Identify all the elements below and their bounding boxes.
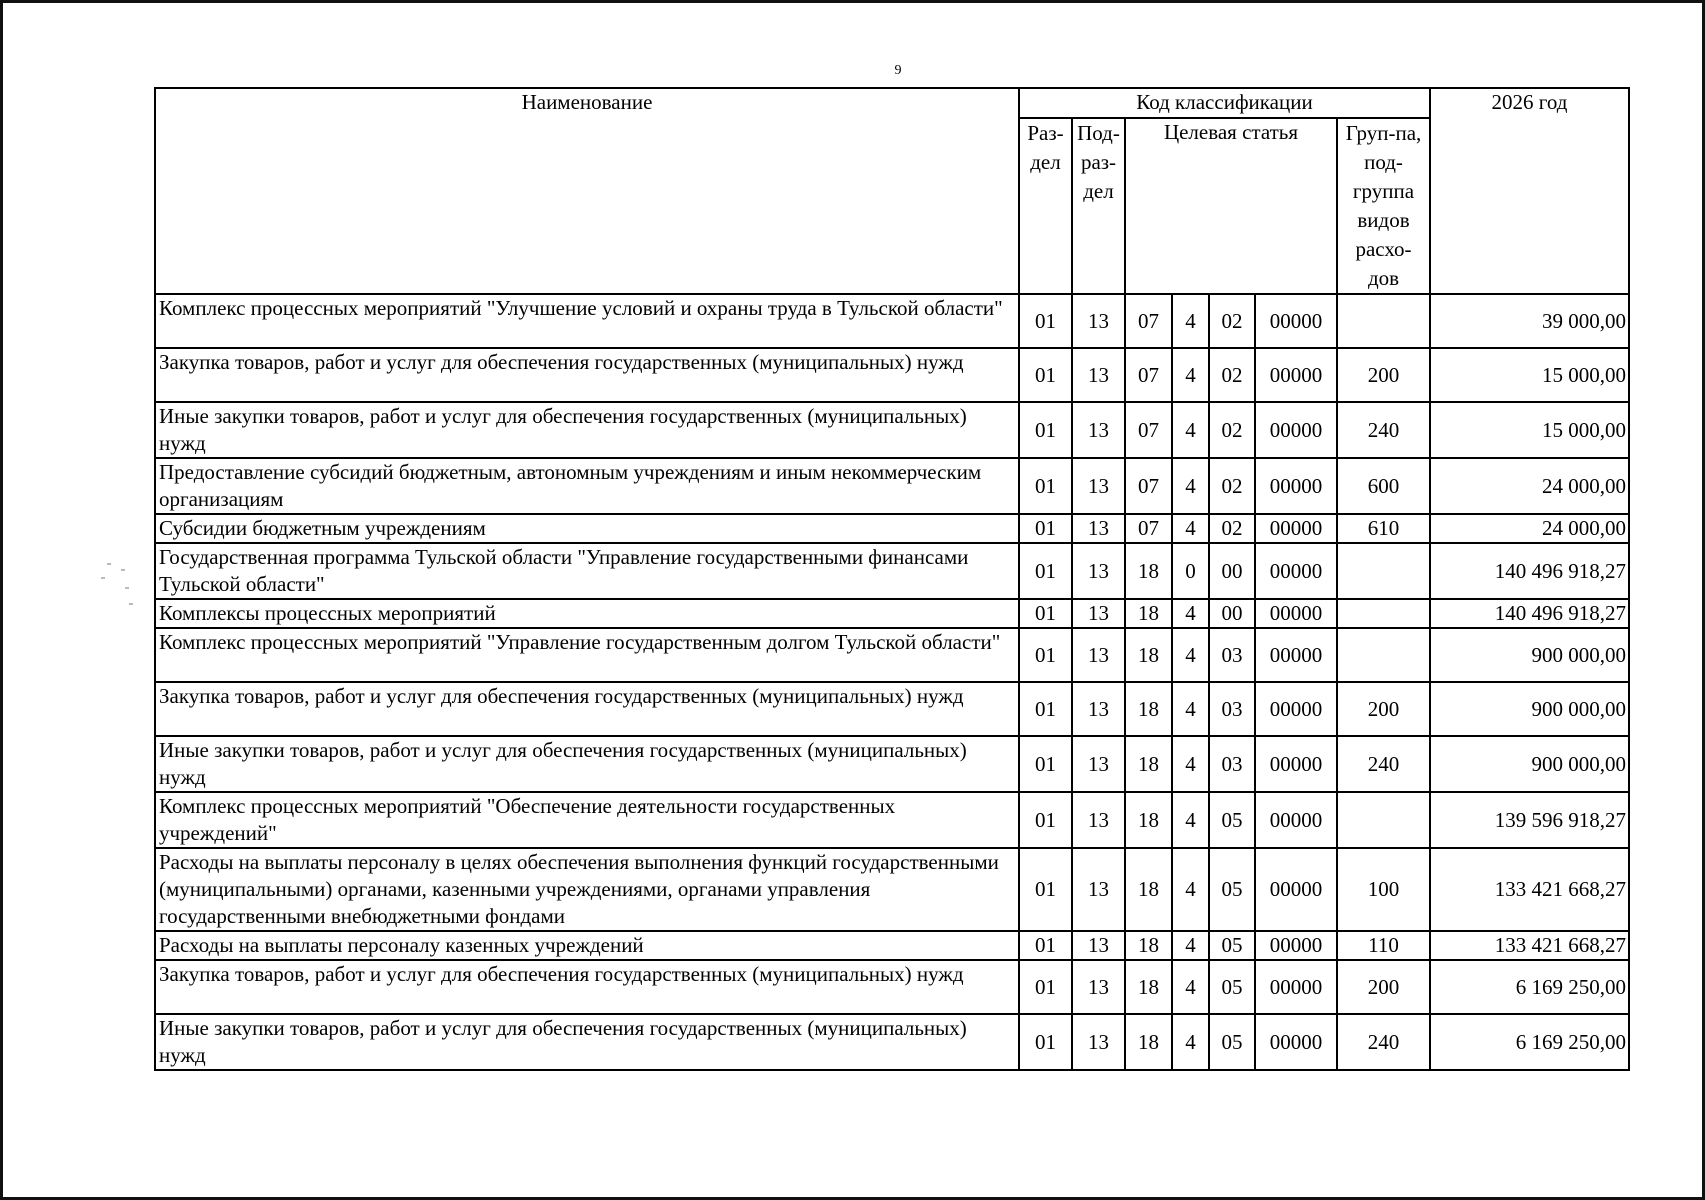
row-target-complex: 00: [1209, 599, 1255, 628]
table-body: [155, 294, 1629, 1070]
row-target-program: 18: [1125, 543, 1172, 599]
row-target-direction: 00000: [1255, 402, 1337, 458]
row-section: 01: [1019, 960, 1072, 1014]
row-expense-group: 240: [1337, 1014, 1430, 1070]
row-section: 01: [1019, 1014, 1072, 1070]
row-target-program: 18: [1125, 682, 1172, 736]
table-header: [155, 88, 1629, 294]
row-expense-group: 200: [1337, 348, 1430, 402]
row-name: Иные закупки товаров, работ и услуг для обеспечения государственных (муниципальных) нужд: [155, 402, 1019, 458]
header-target-article: Целевая статья: [1125, 118, 1337, 294]
row-target-program: 18: [1125, 960, 1172, 1014]
table-row: [155, 1014, 1629, 1070]
row-subsection: 13: [1072, 543, 1125, 599]
row-expense-group: 600: [1337, 458, 1430, 514]
row-target-complex: 03: [1209, 682, 1255, 736]
row-target-direction: 00000: [1255, 848, 1337, 931]
row-name: Комплексы процессных мероприятий: [155, 599, 1019, 628]
table-row: [155, 543, 1629, 599]
row-subsection: 13: [1072, 736, 1125, 792]
row-target-direction: 00000: [1255, 514, 1337, 543]
row-section: 01: [1019, 543, 1072, 599]
row-target-program: 18: [1125, 628, 1172, 682]
row-amount: 139 596 918,27: [1430, 792, 1629, 848]
row-target-type: 4: [1172, 1014, 1209, 1070]
row-target-program: 18: [1125, 599, 1172, 628]
page-number: 9: [894, 63, 902, 78]
row-name: Комплекс процессных мероприятий "Обеспечение деятельности государственных учреждений": [155, 792, 1019, 848]
row-section: 01: [1019, 931, 1072, 960]
table-row: [155, 348, 1629, 402]
row-target-type: 4: [1172, 458, 1209, 514]
row-expense-group: 240: [1337, 402, 1430, 458]
row-target-program: 18: [1125, 1014, 1172, 1070]
table-row: [155, 402, 1629, 458]
table-row: [155, 599, 1629, 628]
row-amount: 900 000,00: [1430, 628, 1629, 682]
scan-specks: [99, 559, 139, 609]
row-target-direction: 00000: [1255, 458, 1337, 514]
table-row: [155, 294, 1629, 348]
table-row: [155, 682, 1629, 736]
row-target-type: 4: [1172, 599, 1209, 628]
row-amount: 133 421 668,27: [1430, 931, 1629, 960]
row-amount: 24 000,00: [1430, 514, 1629, 543]
row-name: Комплекс процессных мероприятий "Управление государственным долгом Тульской области": [155, 628, 1019, 682]
table-row: [155, 848, 1629, 931]
row-amount: 133 421 668,27: [1430, 848, 1629, 931]
row-subsection: 13: [1072, 402, 1125, 458]
row-section: 01: [1019, 736, 1072, 792]
row-target-complex: 00: [1209, 543, 1255, 599]
row-subsection: 13: [1072, 960, 1125, 1014]
table-row: [155, 628, 1629, 682]
row-expense-group: 610: [1337, 514, 1430, 543]
row-name: Расходы на выплаты персоналу казенных учреждений: [155, 931, 1019, 960]
row-section: 01: [1019, 458, 1072, 514]
row-target-program: 07: [1125, 348, 1172, 402]
row-target-complex: 02: [1209, 348, 1255, 402]
row-expense-group: 200: [1337, 682, 1430, 736]
row-section: 01: [1019, 792, 1072, 848]
header-expense-group: Груп-па, под-группа видов расхо-дов: [1337, 118, 1430, 294]
row-amount: 39 000,00: [1430, 294, 1629, 348]
table-row: [155, 931, 1629, 960]
row-expense-group: 110: [1337, 931, 1430, 960]
row-target-complex: 05: [1209, 792, 1255, 848]
row-target-type: 4: [1172, 348, 1209, 402]
row-target-complex: 05: [1209, 848, 1255, 931]
row-target-program: 18: [1125, 792, 1172, 848]
row-subsection: 13: [1072, 792, 1125, 848]
row-subsection: 13: [1072, 348, 1125, 402]
row-name: Расходы на выплаты персоналу в целях обеспечения выполнения функций государственными (муниципальными) органами, казенными учреждениями, органами управления государственными внебюджетными фондами: [155, 848, 1019, 931]
row-subsection: 13: [1072, 1014, 1125, 1070]
row-target-type: 4: [1172, 514, 1209, 543]
row-target-type: 0: [1172, 543, 1209, 599]
row-target-program: 07: [1125, 458, 1172, 514]
header-subsection: Под-раз-дел: [1072, 118, 1125, 294]
row-target-type: 4: [1172, 628, 1209, 682]
row-amount: 900 000,00: [1430, 682, 1629, 736]
row-expense-group: 200: [1337, 960, 1430, 1014]
row-section: 01: [1019, 848, 1072, 931]
row-target-program: 18: [1125, 848, 1172, 931]
row-target-direction: 00000: [1255, 1014, 1337, 1070]
row-section: 01: [1019, 402, 1072, 458]
row-subsection: 13: [1072, 599, 1125, 628]
row-subsection: 13: [1072, 682, 1125, 736]
row-target-complex: 02: [1209, 402, 1255, 458]
table-row: [155, 514, 1629, 543]
row-expense-group: [1337, 294, 1430, 348]
row-target-direction: 00000: [1255, 348, 1337, 402]
row-section: 01: [1019, 599, 1072, 628]
row-name: Закупка товаров, работ и услуг для обеспечения государственных (муниципальных) нужд: [155, 682, 1019, 736]
row-section: 01: [1019, 682, 1072, 736]
header-name: Наименование: [155, 88, 1019, 294]
row-name: Иные закупки товаров, работ и услуг для обеспечения государственных (муниципальных) нужд: [155, 736, 1019, 792]
row-expense-group: 240: [1337, 736, 1430, 792]
row-section: 01: [1019, 348, 1072, 402]
row-target-complex: 05: [1209, 1014, 1255, 1070]
row-amount: 24 000,00: [1430, 458, 1629, 514]
row-target-direction: 00000: [1255, 682, 1337, 736]
row-expense-group: [1337, 543, 1430, 599]
row-target-type: 4: [1172, 848, 1209, 931]
row-subsection: 13: [1072, 931, 1125, 960]
row-expense-group: [1337, 599, 1430, 628]
table-row: [155, 458, 1629, 514]
row-name: Комплекс процессных мероприятий "Улучшение условий и охраны труда в Тульской области": [155, 294, 1019, 348]
row-amount: 6 169 250,00: [1430, 1014, 1629, 1070]
row-target-complex: 05: [1209, 931, 1255, 960]
row-target-direction: 00000: [1255, 736, 1337, 792]
row-target-program: 07: [1125, 294, 1172, 348]
row-target-type: 4: [1172, 294, 1209, 348]
row-target-type: 4: [1172, 402, 1209, 458]
row-name: Предоставление субсидий бюджетным, автономным учреждениям и иным некоммерческим организациям: [155, 458, 1019, 514]
row-target-complex: 02: [1209, 294, 1255, 348]
row-target-direction: 00000: [1255, 628, 1337, 682]
budget-table: [154, 87, 1630, 1071]
row-amount: 15 000,00: [1430, 402, 1629, 458]
row-target-program: 18: [1125, 931, 1172, 960]
row-target-type: 4: [1172, 736, 1209, 792]
row-amount: 140 496 918,27: [1430, 599, 1629, 628]
table-row: [155, 792, 1629, 848]
table-row: [155, 960, 1629, 1014]
row-name: Закупка товаров, работ и услуг для обеспечения государственных (муниципальных) нужд: [155, 348, 1019, 402]
row-target-type: 4: [1172, 682, 1209, 736]
row-amount: 15 000,00: [1430, 348, 1629, 402]
row-target-complex: 02: [1209, 458, 1255, 514]
row-expense-group: [1337, 628, 1430, 682]
row-section: 01: [1019, 628, 1072, 682]
row-target-type: 4: [1172, 931, 1209, 960]
row-target-direction: 00000: [1255, 599, 1337, 628]
row-target-complex: 05: [1209, 960, 1255, 1014]
row-section: 01: [1019, 294, 1072, 348]
row-target-direction: 00000: [1255, 294, 1337, 348]
row-target-program: 07: [1125, 514, 1172, 543]
row-subsection: 13: [1072, 848, 1125, 931]
row-subsection: 13: [1072, 294, 1125, 348]
row-target-complex: 02: [1209, 514, 1255, 543]
header-section: Раз-дел: [1019, 118, 1072, 294]
row-target-complex: 03: [1209, 628, 1255, 682]
row-target-type: 4: [1172, 960, 1209, 1014]
row-target-direction: 00000: [1255, 960, 1337, 1014]
table-row: [155, 736, 1629, 792]
header-classification-code: Код классификации: [1019, 88, 1430, 118]
row-amount: 140 496 918,27: [1430, 543, 1629, 599]
row-section: 01: [1019, 514, 1072, 543]
row-name: Государственная программа Тульской области "Управление государственными финансами Тульской области": [155, 543, 1019, 599]
row-subsection: 13: [1072, 458, 1125, 514]
row-target-complex: 03: [1209, 736, 1255, 792]
row-expense-group: 100: [1337, 848, 1430, 931]
row-target-program: 18: [1125, 736, 1172, 792]
row-amount: 900 000,00: [1430, 736, 1629, 792]
row-name: Закупка товаров, работ и услуг для обеспечения государственных (муниципальных) нужд: [155, 960, 1019, 1014]
row-target-direction: 00000: [1255, 543, 1337, 599]
row-target-direction: 00000: [1255, 931, 1337, 960]
row-subsection: 13: [1072, 514, 1125, 543]
row-target-type: 4: [1172, 792, 1209, 848]
row-target-program: 07: [1125, 402, 1172, 458]
header-year: 2026 год: [1430, 88, 1629, 294]
row-amount: 6 169 250,00: [1430, 960, 1629, 1014]
row-name: Субсидии бюджетным учреждениям: [155, 514, 1019, 543]
row-subsection: 13: [1072, 628, 1125, 682]
row-name: Иные закупки товаров, работ и услуг для обеспечения государственных (муниципальных) нужд: [155, 1014, 1019, 1070]
row-expense-group: [1337, 792, 1430, 848]
row-target-direction: 00000: [1255, 792, 1337, 848]
